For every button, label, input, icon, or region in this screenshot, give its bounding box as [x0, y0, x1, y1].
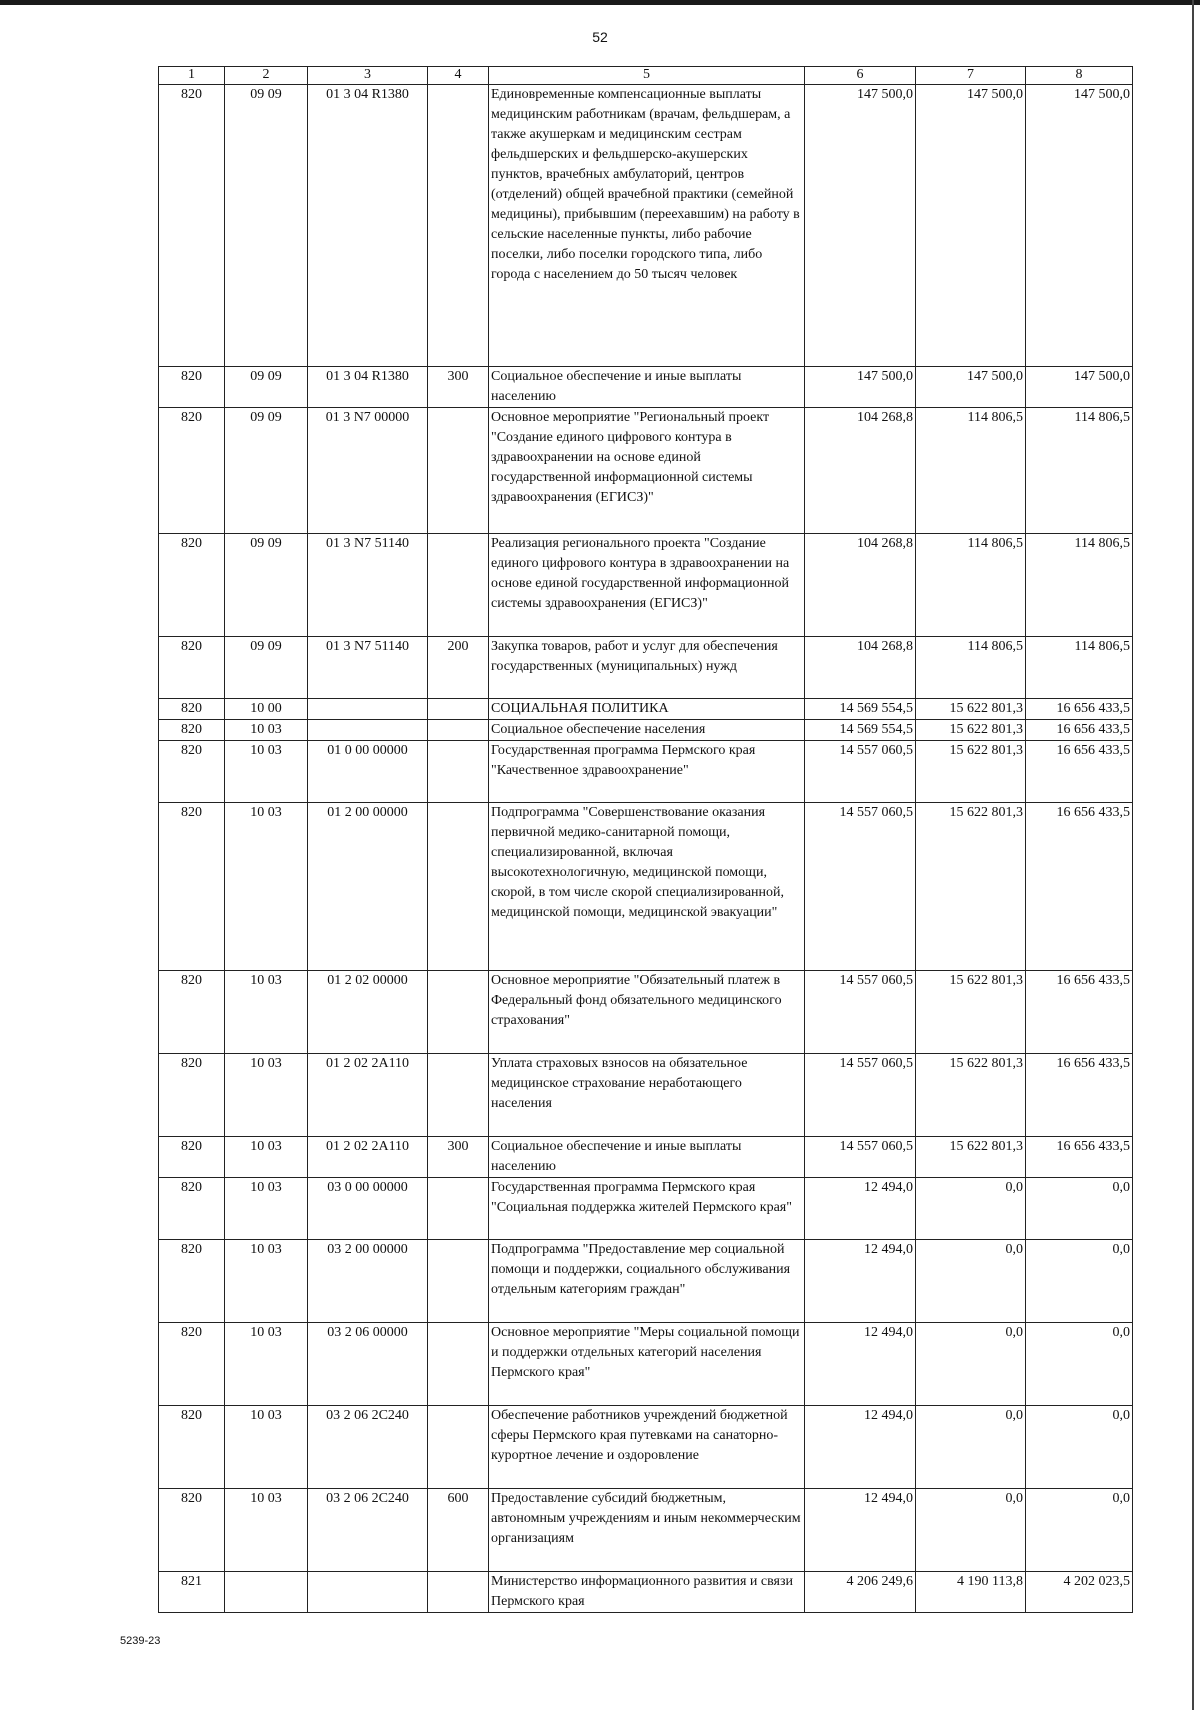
- cell-ministry-code: 820: [159, 637, 225, 699]
- cell-amount-7: 147 500,0: [916, 367, 1026, 408]
- cell-target-code: [308, 720, 428, 741]
- cell-expense-type: [428, 1054, 489, 1137]
- cell-amount-6: 147 500,0: [805, 367, 916, 408]
- table-row: [159, 367, 1133, 408]
- cell-expense-type: 300: [428, 367, 489, 408]
- cell-description: СОЦИАЛЬНАЯ ПОЛИТИКА: [489, 699, 805, 720]
- cell-amount-7: 4 190 113,8: [916, 1572, 1026, 1613]
- cell-ministry-code: 820: [159, 699, 225, 720]
- cell-section-code: 10 03: [225, 1489, 308, 1572]
- cell-target-code: 01 3 04 R1380: [308, 367, 428, 408]
- cell-description: Обеспечение работников учреждений бюджетной сферы Пермского края путевками на санаторно-курортное лечение и оздоровление: [489, 1406, 805, 1489]
- cell-section-code: 10 03: [225, 720, 308, 741]
- cell-expense-type: [428, 699, 489, 720]
- cell-description: Министерство информационного развития и связи Пермского края: [489, 1572, 805, 1613]
- cell-ministry-code: 820: [159, 408, 225, 534]
- cell-amount-8: 16 656 433,5: [1026, 971, 1133, 1054]
- cell-section-code: 09 09: [225, 534, 308, 637]
- cell-amount-6: 12 494,0: [805, 1406, 916, 1489]
- cell-target-code: 01 3 N7 00000: [308, 408, 428, 534]
- cell-expense-type: [428, 1240, 489, 1323]
- col-header-2: 2: [225, 67, 308, 85]
- cell-section-code: 10 03: [225, 1406, 308, 1489]
- cell-section-code: 09 09: [225, 367, 308, 408]
- cell-ministry-code: 820: [159, 1178, 225, 1240]
- cell-ministry-code: 820: [159, 1137, 225, 1178]
- cell-ministry-code: 820: [159, 1054, 225, 1137]
- cell-amount-8: 0,0: [1026, 1489, 1133, 1572]
- table-row: [159, 408, 1133, 534]
- table-row: [159, 534, 1133, 637]
- table-row: [159, 1178, 1133, 1240]
- cell-target-code: 03 0 00 00000: [308, 1178, 428, 1240]
- cell-description: Государственная программа Пермского края "Качественное здравоохранение": [489, 741, 805, 803]
- table-row: [159, 637, 1133, 699]
- cell-amount-7: 114 806,5: [916, 408, 1026, 534]
- cell-ministry-code: 820: [159, 803, 225, 971]
- cell-expense-type: [428, 971, 489, 1054]
- cell-target-code: 03 2 06 2C240: [308, 1489, 428, 1572]
- cell-target-code: 01 0 00 00000: [308, 741, 428, 803]
- table-row: [159, 1054, 1133, 1137]
- cell-amount-8: 0,0: [1026, 1406, 1133, 1489]
- cell-amount-8: 16 656 433,5: [1026, 741, 1133, 803]
- cell-amount-7: 114 806,5: [916, 534, 1026, 637]
- cell-amount-6: 14 557 060,5: [805, 1054, 916, 1137]
- cell-target-code: 01 3 04 R1380: [308, 85, 428, 367]
- cell-amount-7: 147 500,0: [916, 85, 1026, 367]
- cell-ministry-code: 820: [159, 971, 225, 1054]
- cell-amount-6: 104 268,8: [805, 534, 916, 637]
- cell-expense-type: [428, 720, 489, 741]
- cell-amount-8: 16 656 433,5: [1026, 1137, 1133, 1178]
- cell-amount-6: 14 557 060,5: [805, 971, 916, 1054]
- cell-amount-6: 12 494,0: [805, 1323, 916, 1406]
- cell-section-code: 10 00: [225, 699, 308, 720]
- cell-section-code: 09 09: [225, 637, 308, 699]
- cell-target-code: 01 3 N7 51140: [308, 534, 428, 637]
- cell-ministry-code: 820: [159, 741, 225, 803]
- table-row: [159, 803, 1133, 971]
- cell-description: Единовременные компенсационные выплаты медицинским работникам (врачам, фельдшерам, а также акушеркам и медицинским сестрам фельдшерских и фельдшерско-акушерских пунктов, врачебных амбулаторий, центров (отделений) общей врачебной практики (семейной медицины), прибывшим (переехавшим) на работу в сельские населенные пункты, либо рабочие поселки, либо поселки городского типа, либо города с населением до 50 тысяч человек: [489, 85, 805, 367]
- cell-amount-7: 0,0: [916, 1240, 1026, 1323]
- table-row: [159, 1240, 1133, 1323]
- cell-amount-7: 15 622 801,3: [916, 803, 1026, 971]
- cell-amount-6: 14 569 554,5: [805, 699, 916, 720]
- col-header-8: 8: [1026, 67, 1133, 85]
- cell-amount-6: 12 494,0: [805, 1178, 916, 1240]
- cell-amount-6: 12 494,0: [805, 1489, 916, 1572]
- cell-amount-6: 147 500,0: [805, 85, 916, 367]
- cell-target-code: [308, 1572, 428, 1613]
- cell-description: Основное мероприятие "Обязательный платеж в Федеральный фонд обязательного медицинского страхования": [489, 971, 805, 1054]
- cell-description: Социальное обеспечение и иные выплаты населению: [489, 1137, 805, 1178]
- cell-amount-6: 14 557 060,5: [805, 803, 916, 971]
- cell-expense-type: [428, 741, 489, 803]
- cell-expense-type: [428, 1178, 489, 1240]
- cell-amount-7: 114 806,5: [916, 637, 1026, 699]
- cell-amount-7: 0,0: [916, 1489, 1026, 1572]
- cell-target-code: 01 2 00 00000: [308, 803, 428, 971]
- cell-description: Основное мероприятие "Меры социальной помощи и поддержки отдельных категорий населения Пермского края": [489, 1323, 805, 1406]
- cell-ministry-code: 820: [159, 534, 225, 637]
- cell-expense-type: [428, 1572, 489, 1613]
- table-row: [159, 720, 1133, 741]
- cell-amount-8: 0,0: [1026, 1240, 1133, 1323]
- col-header-5: 5: [489, 67, 805, 85]
- page-number: 52: [592, 29, 608, 45]
- cell-amount-7: 15 622 801,3: [916, 720, 1026, 741]
- cell-expense-type: 200: [428, 637, 489, 699]
- cell-amount-6: 104 268,8: [805, 637, 916, 699]
- cell-expense-type: [428, 85, 489, 367]
- cell-description: Закупка товаров, работ и услуг для обеспечения государственных (муниципальных) нужд: [489, 637, 805, 699]
- cell-amount-8: 114 806,5: [1026, 637, 1133, 699]
- cell-amount-8: 0,0: [1026, 1323, 1133, 1406]
- cell-ministry-code: 820: [159, 85, 225, 367]
- cell-target-code: [308, 699, 428, 720]
- cell-amount-8: 114 806,5: [1026, 534, 1133, 637]
- table-row: [159, 1572, 1133, 1613]
- cell-section-code: 10 03: [225, 803, 308, 971]
- cell-expense-type: [428, 1406, 489, 1489]
- cell-amount-8: 16 656 433,5: [1026, 720, 1133, 741]
- cell-target-code: 01 2 02 00000: [308, 971, 428, 1054]
- cell-expense-type: 300: [428, 1137, 489, 1178]
- top-border: [0, 0, 1200, 5]
- cell-amount-8: 16 656 433,5: [1026, 1054, 1133, 1137]
- cell-section-code: 10 03: [225, 971, 308, 1054]
- cell-section-code: [225, 1572, 308, 1613]
- cell-ministry-code: 820: [159, 1240, 225, 1323]
- col-header-4: 4: [428, 67, 489, 85]
- cell-amount-7: 15 622 801,3: [916, 741, 1026, 803]
- cell-description: Социальное обеспечение населения: [489, 720, 805, 741]
- cell-section-code: 09 09: [225, 85, 308, 367]
- table-row: [159, 1489, 1133, 1572]
- cell-expense-type: [428, 803, 489, 971]
- cell-amount-8: 4 202 023,5: [1026, 1572, 1133, 1613]
- cell-target-code: 03 2 06 2C240: [308, 1406, 428, 1489]
- table-row: [159, 1406, 1133, 1489]
- cell-section-code: 10 03: [225, 1137, 308, 1178]
- cell-amount-7: 0,0: [916, 1406, 1026, 1489]
- cell-expense-type: [428, 408, 489, 534]
- cell-amount-6: 14 557 060,5: [805, 741, 916, 803]
- table-row: [159, 699, 1133, 720]
- cell-amount-8: 147 500,0: [1026, 85, 1133, 367]
- document-code: 5239-23: [120, 1635, 161, 1647]
- cell-amount-6: 12 494,0: [805, 1240, 916, 1323]
- cell-ministry-code: 820: [159, 1489, 225, 1572]
- cell-section-code: 10 03: [225, 1178, 308, 1240]
- col-header-3: 3: [308, 67, 428, 85]
- cell-amount-8: 147 500,0: [1026, 367, 1133, 408]
- cell-ministry-code: 820: [159, 1406, 225, 1489]
- table-row: [159, 971, 1133, 1054]
- cell-amount-7: 15 622 801,3: [916, 1054, 1026, 1137]
- cell-description: Социальное обеспечение и иные выплаты населению: [489, 367, 805, 408]
- cell-target-code: 01 2 02 2A110: [308, 1137, 428, 1178]
- cell-ministry-code: 820: [159, 367, 225, 408]
- cell-description: Государственная программа Пермского края "Социальная поддержка жителей Пермского края": [489, 1178, 805, 1240]
- cell-section-code: 10 03: [225, 1054, 308, 1137]
- cell-section-code: 10 03: [225, 1240, 308, 1323]
- table-row: [159, 1137, 1133, 1178]
- cell-amount-6: 4 206 249,6: [805, 1572, 916, 1613]
- header-row: [159, 67, 1133, 85]
- cell-ministry-code: 820: [159, 720, 225, 741]
- cell-target-code: 01 2 02 2A110: [308, 1054, 428, 1137]
- cell-amount-7: 15 622 801,3: [916, 1137, 1026, 1178]
- cell-description: Уплата страховых взносов на обязательное медицинское страхование неработающего населения: [489, 1054, 805, 1137]
- cell-expense-type: [428, 1323, 489, 1406]
- table-row: [159, 85, 1133, 367]
- cell-amount-7: 15 622 801,3: [916, 971, 1026, 1054]
- cell-ministry-code: 821: [159, 1572, 225, 1613]
- right-border: [1192, 0, 1194, 1710]
- cell-amount-6: 14 569 554,5: [805, 720, 916, 741]
- cell-target-code: 01 3 N7 51140: [308, 637, 428, 699]
- cell-description: Подпрограмма "Предоставление мер социальной помощи и поддержки, социального обслуживания отдельным категориям граждан": [489, 1240, 805, 1323]
- cell-expense-type: 600: [428, 1489, 489, 1572]
- cell-amount-8: 114 806,5: [1026, 408, 1133, 534]
- cell-description: Предоставление субсидий бюджетным, автономным учреждениям и иным некоммерческим организациям: [489, 1489, 805, 1572]
- budget-table: [158, 66, 1133, 1613]
- table-row: [159, 741, 1133, 803]
- cell-amount-6: 104 268,8: [805, 408, 916, 534]
- cell-description: Подпрограмма "Совершенствование оказания первичной медико-санитарной помощи, специализированной, включая высокотехнологичную, медицинской помощи, скорой, в том числе скорой специализированной, медицинской помощи, медицинской эвакуации": [489, 803, 805, 971]
- cell-amount-8: 0,0: [1026, 1178, 1133, 1240]
- cell-description: Основное мероприятие "Региональный проект "Создание единого цифрового контура в здравоохранении на основе единой государственной информационной системы здравоохранения (ЕГИСЗ)": [489, 408, 805, 534]
- col-header-7: 7: [916, 67, 1026, 85]
- cell-amount-7: 0,0: [916, 1323, 1026, 1406]
- cell-expense-type: [428, 534, 489, 637]
- cell-target-code: 03 2 06 00000: [308, 1323, 428, 1406]
- cell-amount-7: 15 622 801,3: [916, 699, 1026, 720]
- col-header-6: 6: [805, 67, 916, 85]
- cell-amount-7: 0,0: [916, 1178, 1026, 1240]
- cell-amount-8: 16 656 433,5: [1026, 803, 1133, 971]
- cell-amount-6: 14 557 060,5: [805, 1137, 916, 1178]
- table-row: [159, 1323, 1133, 1406]
- cell-section-code: 10 03: [225, 741, 308, 803]
- cell-description: Реализация регионального проекта "Создание единого цифрового контура в здравоохранении на основе единой государственной информационной системы здравоохранения (ЕГИСЗ)": [489, 534, 805, 637]
- cell-section-code: 09 09: [225, 408, 308, 534]
- cell-section-code: 10 03: [225, 1323, 308, 1406]
- cell-target-code: 03 2 00 00000: [308, 1240, 428, 1323]
- cell-amount-8: 16 656 433,5: [1026, 699, 1133, 720]
- col-header-1: 1: [159, 67, 225, 85]
- cell-ministry-code: 820: [159, 1323, 225, 1406]
